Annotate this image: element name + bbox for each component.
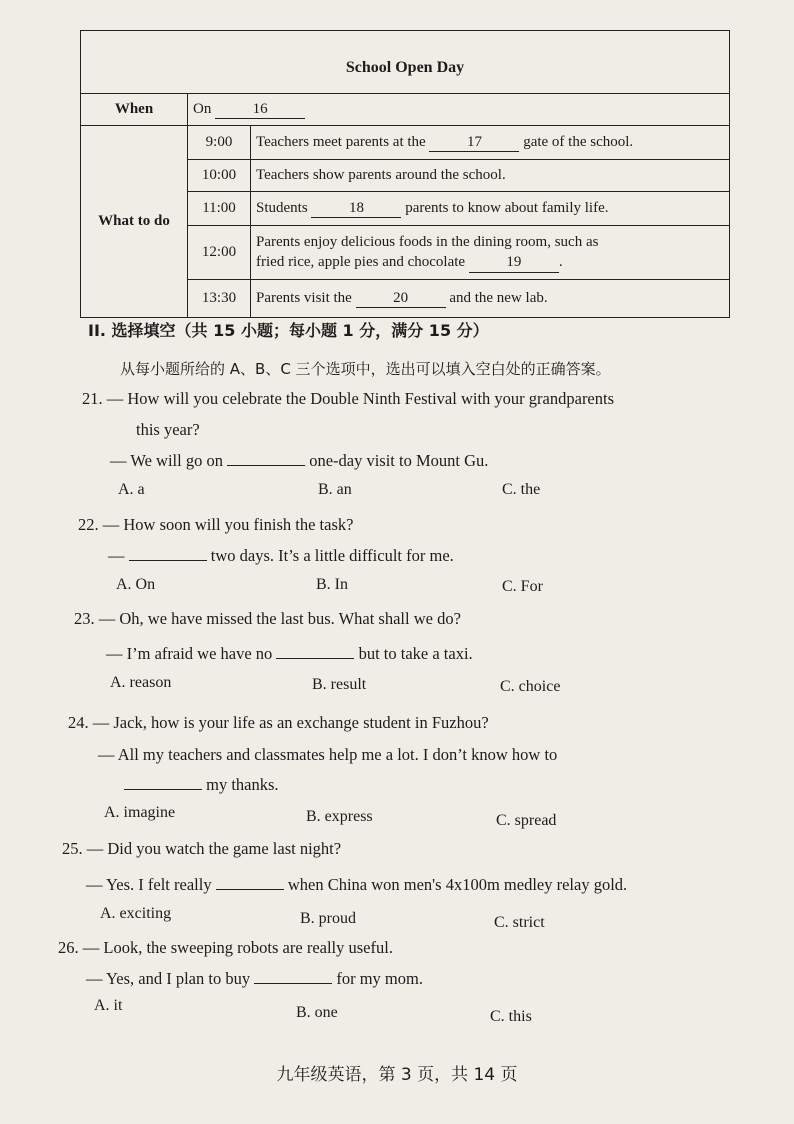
answer-blank <box>124 775 202 790</box>
option-a: A. On <box>116 576 156 593</box>
option-a: A. imagine <box>104 804 176 821</box>
answer-blank <box>227 451 305 466</box>
activity-cell: Parents enjoy delicious foods in the dining room, such as fried rice, apple pies and chocolate 19 . <box>251 226 730 280</box>
option-b: B. express <box>306 808 373 825</box>
option-c: C. strict <box>494 914 545 931</box>
time-cell: 12:00 <box>188 226 251 280</box>
option-c: C. spread <box>496 812 557 829</box>
option-a: A. it <box>94 997 123 1014</box>
question-line: — I’m afraid we have no but to take a taxi. <box>106 644 473 663</box>
answer-blank <box>254 969 332 984</box>
page-footer: 九年级英语，第 3 页，共 14 页 <box>276 1065 518 1085</box>
question-line: — We will go on one-day visit to Mount Gu. <box>110 451 489 470</box>
question-line: — Yes, and I plan to buy for my mom. <box>86 969 423 988</box>
option-a: A. reason <box>110 674 172 691</box>
blank-17: 17 <box>429 134 519 152</box>
when-label: When <box>81 94 188 126</box>
option-c: C. this <box>490 1008 532 1025</box>
activity-cell: Teachers meet parents at the 17 gate of the school. <box>251 126 730 160</box>
school-open-day-table <box>80 30 730 318</box>
section-instruction: 从每小题所给的 A、B、C 三个选项中，选出可以填入空白处的正确答案。 <box>120 360 611 378</box>
time-cell: 11:00 <box>188 192 251 226</box>
option-c: C. the <box>502 481 541 498</box>
question-22: 22. — How soon will you finish the task? <box>78 515 354 534</box>
blank-18: 18 <box>311 200 401 218</box>
answer-blank <box>276 644 354 659</box>
time-cell: 13:30 <box>188 280 251 318</box>
blank-19: 19 <box>469 252 559 273</box>
option-a: A. a <box>118 481 145 498</box>
question-26: 26. — Look, the sweeping robots are really useful. <box>58 938 393 957</box>
question-23: 23. — Oh, we have missed the last bus. What shall we do? <box>74 609 461 628</box>
time-cell: 9:00 <box>188 126 251 160</box>
option-b: B. one <box>296 1004 338 1021</box>
option-b: B. In <box>316 576 348 593</box>
question-24: 24. — Jack, how is your life as an exchange student in Fuzhou? <box>68 713 489 732</box>
blank-20: 20 <box>356 290 446 308</box>
time-cell: 10:00 <box>188 160 251 192</box>
activity-cell: Students 18 parents to know about family life. <box>251 192 730 226</box>
activity-cell: Parents visit the 20 and the new lab. <box>251 280 730 318</box>
what-to-do-label: What to do <box>81 126 188 318</box>
answer-blank <box>216 875 284 890</box>
question-25: 25. — Did you watch the game last night? <box>62 839 342 858</box>
question-21: 21. — How will you celebrate the Double Ninth Festival with your grandparents <box>82 389 615 408</box>
section-title: II. 选择填空（共 15 小题；每小题 1 分，满分 15 分） <box>88 321 489 340</box>
question-line: — All my teachers and classmates help me a lot. I don’t know how to <box>98 745 558 764</box>
when-value: On 16 <box>188 94 730 126</box>
option-a: A. exciting <box>100 905 172 922</box>
option-b: B. proud <box>300 910 356 927</box>
question-line: — Yes. I felt really when China won men's 4x100m medley relay gold. <box>86 875 628 894</box>
question-line: — two days. It’s a little difficult for me. <box>108 546 454 565</box>
option-b: B. result <box>312 676 367 693</box>
option-b: B. an <box>318 481 352 498</box>
answer-blank <box>129 546 207 561</box>
option-c: C. For <box>502 578 543 595</box>
activity-cell: Teachers show parents around the school. <box>251 160 730 192</box>
option-c: C. choice <box>500 678 561 695</box>
question-line: my thanks. <box>124 775 279 795</box>
question-line: this year? <box>136 420 200 439</box>
blank-16: 16 <box>215 101 305 119</box>
table-title: School Open Day <box>81 31 730 94</box>
